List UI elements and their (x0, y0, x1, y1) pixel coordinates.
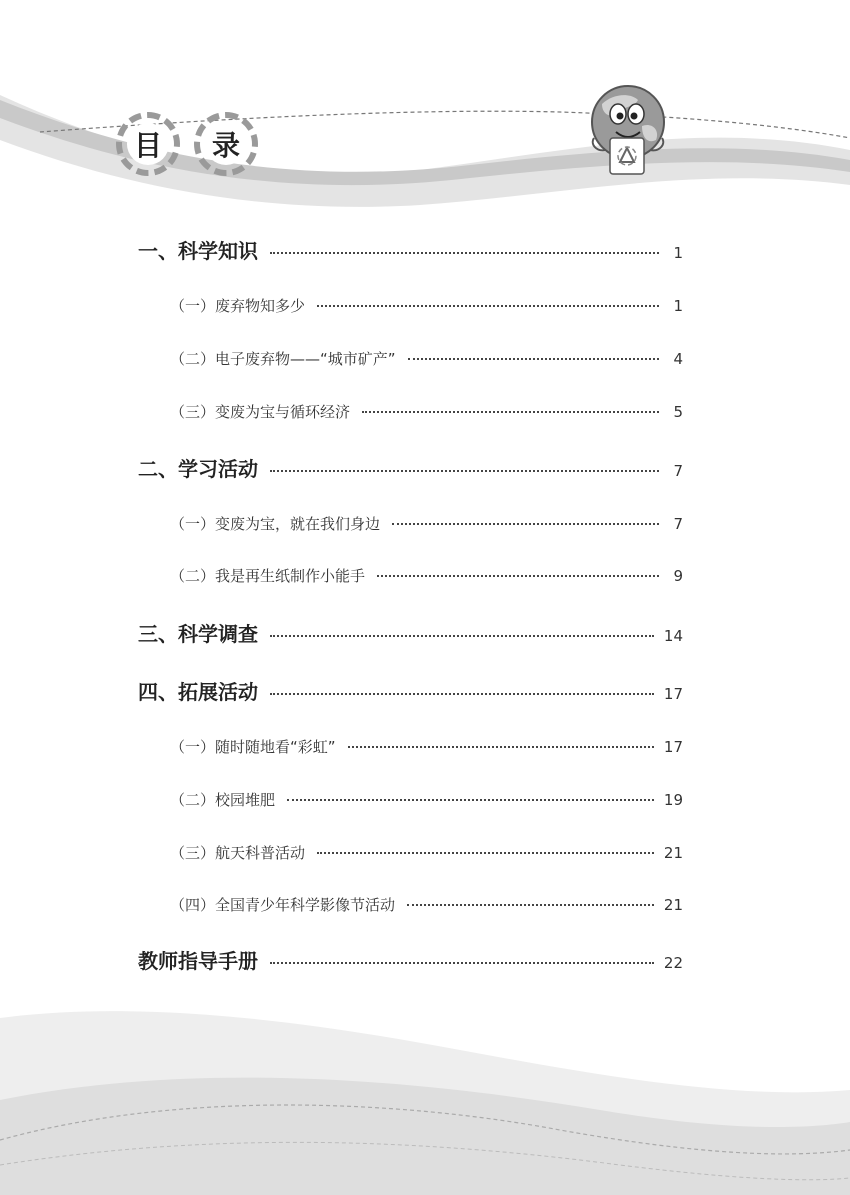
toc-entry[interactable] (170, 401, 683, 422)
toc-entry-label: （一）随时随地看“彩虹” (170, 738, 336, 756)
globe-mascot-icon (572, 82, 684, 182)
toc-entry[interactable] (170, 894, 683, 915)
toc-leader-dots (270, 252, 659, 254)
toc-leader-dots (287, 799, 654, 801)
toc-leader-dots (270, 693, 654, 695)
toc-page-number: 17 (663, 738, 683, 756)
toc-entry-label: 教师指导手册 (138, 949, 258, 973)
toc-page-number: 19 (663, 791, 683, 809)
toc-entry-label: （四）全国青少年科学影像节活动 (170, 896, 396, 914)
toc-entry-label: （二）校园堆肥 (170, 791, 276, 809)
toc-entry[interactable] (138, 453, 683, 482)
toc-page-number: 4 (673, 350, 683, 368)
toc-entry[interactable] (138, 235, 683, 264)
toc-entry-label: 四、拓展活动 (138, 680, 258, 704)
toc-entry-label: 一、科学知识 (138, 239, 258, 263)
toc-page-number: 1 (673, 297, 683, 315)
toc-leader-dots (362, 411, 659, 413)
toc-entry[interactable] (170, 295, 683, 316)
toc-page-number: 9 (673, 567, 683, 585)
toc-leader-dots (270, 470, 659, 472)
toc-leader-dots (377, 575, 659, 577)
toc-leader-dots (317, 305, 659, 307)
title-char: 录 (205, 123, 247, 165)
toc-page-number: 22 (663, 954, 683, 972)
toc-entry[interactable] (170, 736, 683, 757)
toc-leader-dots (408, 358, 659, 360)
toc-page-number: 5 (673, 403, 683, 421)
toc-leader-dots (270, 635, 654, 637)
toc-leader-dots (270, 962, 654, 964)
toc-entry-label: （二）电子废弃物——“城市矿产” (170, 350, 396, 368)
footer-wave-decoration (0, 990, 850, 1195)
toc-entry[interactable] (138, 945, 683, 974)
toc-entry[interactable] (138, 618, 683, 647)
toc-entry[interactable] (170, 565, 683, 586)
toc-page-number: 1 (673, 244, 683, 262)
toc-page-number: 14 (663, 627, 683, 645)
toc-entry-label: （一）废弃物知多少 (170, 297, 306, 315)
toc-leader-dots (317, 852, 654, 854)
toc-entry-label: 三、科学调查 (138, 622, 258, 646)
toc-entry[interactable] (138, 676, 683, 705)
title-char: 目 (127, 123, 169, 165)
toc-leader-dots (392, 523, 659, 525)
toc-page-number: 7 (673, 515, 683, 533)
toc-page-number: 21 (663, 896, 683, 914)
toc-page-number: 7 (673, 462, 683, 480)
toc-leader-dots (407, 904, 654, 906)
toc-entry-label: （一）变废为宝，就在我们身边 (170, 515, 381, 533)
toc-entry-label: （二）我是再生纸制作小能手 (170, 567, 366, 585)
toc-entry[interactable] (170, 789, 683, 810)
toc-title (110, 108, 270, 188)
toc-entry-label: （三）航天科普活动 (170, 844, 306, 862)
toc-entry-label: （三）变废为宝与循环经济 (170, 403, 351, 421)
toc-leader-dots (348, 746, 654, 748)
toc-entry[interactable] (170, 513, 683, 534)
title-badge (194, 112, 258, 176)
title-badge (116, 112, 180, 176)
toc-entry-label: 二、学习活动 (138, 457, 258, 481)
toc-page-number: 21 (663, 844, 683, 862)
toc-entry[interactable] (170, 348, 683, 369)
toc-entry[interactable] (170, 842, 683, 863)
toc-page-number: 17 (663, 685, 683, 703)
